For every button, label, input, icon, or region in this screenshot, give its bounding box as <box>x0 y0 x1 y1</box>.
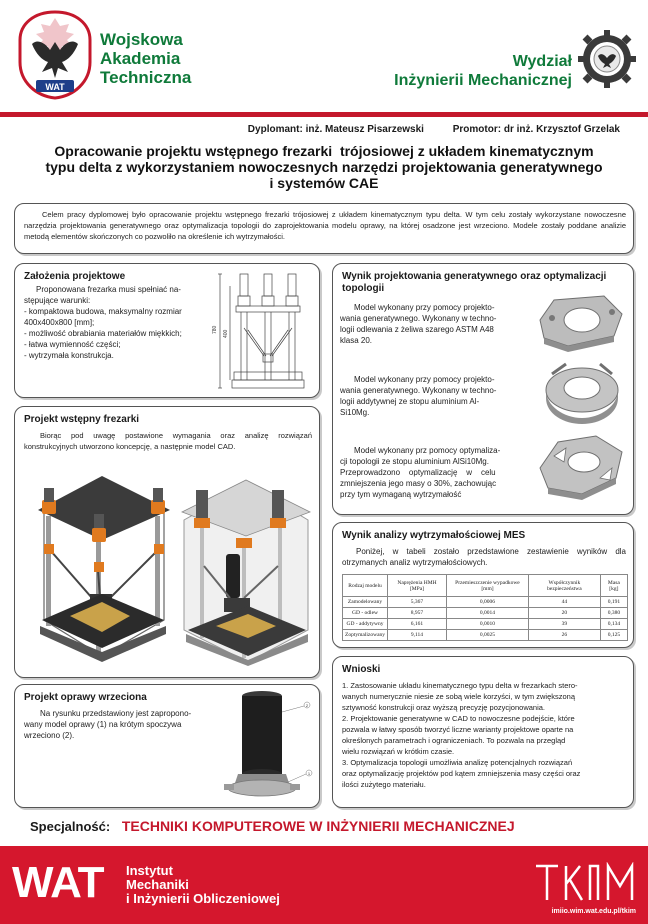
inst-line-3: i Inżynierii Obliczeniowej <box>126 891 280 906</box>
wat-eagle-logo <box>14 10 96 100</box>
callout-1: 1 <box>307 771 311 776</box>
table-row <box>343 608 628 619</box>
university-line-1: Wojskowa <box>100 30 183 49</box>
table-row <box>343 619 628 630</box>
callout-2: 2 <box>305 703 309 708</box>
cell-model: Zoptymalizowany <box>343 630 388 641</box>
wnioski-title: Wnioski <box>342 664 381 675</box>
wnioski-text <box>342 680 628 790</box>
specialization <box>30 818 515 834</box>
specialization-value: TECHNIKI KOMPUTEROWE W INŻYNIERII MECHANICZNEJ <box>121 818 515 834</box>
inst-line-2: Mechaniki <box>126 877 189 892</box>
machine-technical-drawing <box>208 268 316 394</box>
zalozenia-text <box>24 284 214 361</box>
gen1-line-2: wania generatywnego. Wykonany w techno- <box>340 314 497 323</box>
wn-line-4: 2. Projektowanie generatywne w CAD to nowoczesne podejście, które <box>342 714 575 723</box>
gen2-line-1: Model wykonany przy pomocy projekto- <box>354 375 495 384</box>
th-mass: Masa [kg] <box>600 575 627 597</box>
cell-displacement: 0,0025 <box>446 630 528 641</box>
spindle-mount-model <box>220 688 316 804</box>
wn-line-9: oraz optymalizację projektów pod kątem zmniejszenia masy części oraz <box>342 769 581 778</box>
cad-final-model <box>178 470 314 666</box>
cad-concept-model <box>30 470 176 666</box>
gen2-line-2: wania generatywnego. Wykonany w techno- <box>340 386 497 395</box>
faculty-line-2: Inżynierii Mechanicznej <box>394 72 572 89</box>
footer-bar <box>0 846 648 924</box>
faculty-line-1: Wydział <box>512 53 572 70</box>
wn-line-5: pozwala w łatwy sposób tworzyć liczne warianty projektowe oparte na <box>342 725 574 734</box>
cell-safety: 26 <box>529 630 601 641</box>
gen1-line-3: logii odlewania z żeliwa szarego ASTM A48 <box>340 325 494 334</box>
wn-line-3: sztywność konstrukcji oraz wyższą precyzję pozycjonowania. <box>342 703 545 712</box>
th-stress: Naprężenia HMH [MPa] <box>388 575 447 597</box>
zal-line-5: - możliwość obrabiania materiałów miękkich; <box>24 329 182 338</box>
faculty-gear-logo <box>578 30 636 88</box>
cell-stress: 6,161 <box>388 619 447 630</box>
wn-line-2: wanych numerycznie niesie ze sobą wiele korzyści, w tym zwiększoną <box>342 692 576 701</box>
zal-line-3: - kompaktowa budowa, maksymalny rozmiar <box>24 307 182 316</box>
tkim-logo <box>534 862 638 904</box>
generative-additive-part <box>540 356 626 426</box>
title-line-1: Opracowanie projektu wstępnego frezarki trójosiowej z układem kinematycznym <box>54 143 594 159</box>
cell-model: Zamodelowany <box>343 597 388 608</box>
zalozenia-title: Założenia projektowe <box>24 271 126 282</box>
cell-mass: 0,380 <box>600 608 627 619</box>
university-line-2: Akademia <box>100 49 181 68</box>
cell-model: GD - addytywny <box>343 619 388 630</box>
wstepny-text: Biorąc pod uwagę postawione wymagania oraz analizę rozwiązań konstrukcyjnych utworzono koncepcję, a następnie model CAD. <box>24 431 312 451</box>
university-line-3: Techniczna <box>100 68 192 87</box>
gen2-line-3: logii addytywnej ze stopu aluminium Al- <box>340 397 480 406</box>
cell-displacement: 0,0014 <box>446 608 528 619</box>
gen-item-1-text <box>340 302 534 346</box>
cell-mass: 0,191 <box>600 597 627 608</box>
authors-line <box>0 124 620 135</box>
opr-line-3: wrzeciono (2). <box>24 731 75 740</box>
dim-inner-label: 400 <box>223 329 229 338</box>
poster-title <box>12 143 636 191</box>
oprawa-text <box>24 708 214 741</box>
zal-line-7: - wytrzymała konstrukcja. <box>24 351 114 360</box>
wstepny-title: Projekt wstępny frezarki <box>24 414 140 425</box>
mes-title: Wynik analizy wytrzymałościowej MES <box>342 530 526 541</box>
wn-line-7: wielu rozwiązań w krótkim czasie. <box>342 747 455 756</box>
title-line-2: typu delta z wykorzystaniem nowoczesnych narzędzi projektowania generatywnego <box>45 159 603 175</box>
opr-line-2: wany model oprawy (1) na krótym spoczywa <box>24 720 182 729</box>
zal-line-6: - łatwa wymienność części; <box>24 340 121 349</box>
cell-mass: 0,134 <box>600 619 627 630</box>
inst-line-1: Instytut <box>126 863 173 878</box>
zal-line-4: 400x400x800 [mm]; <box>24 318 95 327</box>
generative-cast-part <box>534 290 626 352</box>
gen-title-line-1: Wynik projektowania generatywnego oraz optymalizacji <box>342 271 607 282</box>
cell-stress: 8,957 <box>388 608 447 619</box>
cell-displacement: 0,0010 <box>446 619 528 630</box>
wn-line-6: określonych parametrach i ograniczeniach. To pozwala na przegląd <box>342 736 566 745</box>
oprawa-title: Projekt oprawy wrzeciona <box>24 692 147 703</box>
wn-line-10: ilości zużytego materiału. <box>342 780 426 789</box>
mes-text: Poniżej, w tabeli zostało przedstawione zestawienie wyników dla otrzymanych analiz wytrzymałościowych. <box>342 547 626 567</box>
gen3-line-5: przy tym wymaganą wytrzymałość <box>340 490 462 499</box>
opr-line-1: Na rysunku przedstawiony jest zapropono- <box>40 709 192 718</box>
zal-line-1: Proponowana frezarka musi spełniać na- <box>36 285 181 294</box>
th-model: Rodzaj modelu <box>343 575 388 597</box>
wn-line-1: 1. Zastosowanie układu kinematycznego typu delta w frezarkach stero- <box>342 681 578 690</box>
th-displacement: Przemieszczenie wypadkowe [mm] <box>446 575 528 597</box>
header-divider <box>0 112 648 117</box>
table-header-row <box>343 575 628 597</box>
cell-safety: 20 <box>529 608 601 619</box>
gen2-line-4: Si10Mg. <box>340 408 370 417</box>
mes-results-table <box>342 574 628 641</box>
zal-line-2: stępujące warunki: <box>24 296 91 305</box>
footer-url: imiio.wim.wat.edu.pl/tkim <box>551 908 636 915</box>
title-line-3: i systemów CAE <box>269 175 379 191</box>
table-row <box>343 630 628 641</box>
gen1-line-1: Model wykonany przy pomocy projekto- <box>354 303 495 312</box>
specialization-label: Specjalność: <box>30 819 111 834</box>
cell-stress: 5,367 <box>388 597 447 608</box>
wat-logo-text: WAT <box>45 82 65 92</box>
goal-text: Celem pracy dyplomowej było opracowanie projektu wstępnego frezarki trójosiowej z układem kinematycznym typu delta. W tym celu zostały wykorzystane nowoczesne narzędzia projektowania generatywnego oraz optymalizacja topologii do zaprojektowania modelu oprawy, na której osadzone jest wrzeciono. Modele zostały poddane analizie metodą elementów skończonych co pozwoliło na określenie ich wytrzymałości. <box>24 210 626 241</box>
gen-title-line-2: topologii <box>342 283 385 294</box>
gen-item-3-text <box>340 445 534 500</box>
university-name <box>100 30 191 87</box>
gen3-line-1: Model wykonany prz pomocy optymaliza- <box>354 446 501 455</box>
cell-model: GD - odlew <box>343 608 388 619</box>
cell-stress: 9,114 <box>388 630 447 641</box>
gen3-line-4: zmniejszenia jego masy o 30%, zachowując <box>340 479 497 488</box>
dim-height-label: 780 <box>212 325 218 334</box>
gen3-line-3: Przeprowadzono optymalizację w celu <box>340 468 496 477</box>
footer-institute <box>126 864 280 906</box>
diplomant: Dyplomant: inż. Mateusz Pisarzewski <box>247 124 424 135</box>
gen3-line-2: cji topologii ze stopu aluminium AlSi10Mg. <box>340 457 489 466</box>
table-row <box>343 597 628 608</box>
cell-safety: 44 <box>529 597 601 608</box>
promotor: Promotor: dr inż. Krzysztof Grzelak <box>452 124 620 135</box>
gen-item-2-text <box>340 374 534 418</box>
cell-safety: 39 <box>529 619 601 630</box>
faculty-name <box>394 52 572 90</box>
cell-displacement: 0,0006 <box>446 597 528 608</box>
topology-optimized-part <box>534 432 626 502</box>
wn-line-8: 3. Optymalizacja topologii umożliwia analizę potencjalnych rozwiązań <box>342 758 573 767</box>
cell-mass: 0,125 <box>600 630 627 641</box>
gen1-line-4: klasa 20. <box>340 336 373 345</box>
footer-wat-logo: WAT <box>12 858 104 907</box>
th-safety: Współczynnik bezpieczeństwa <box>529 575 601 597</box>
